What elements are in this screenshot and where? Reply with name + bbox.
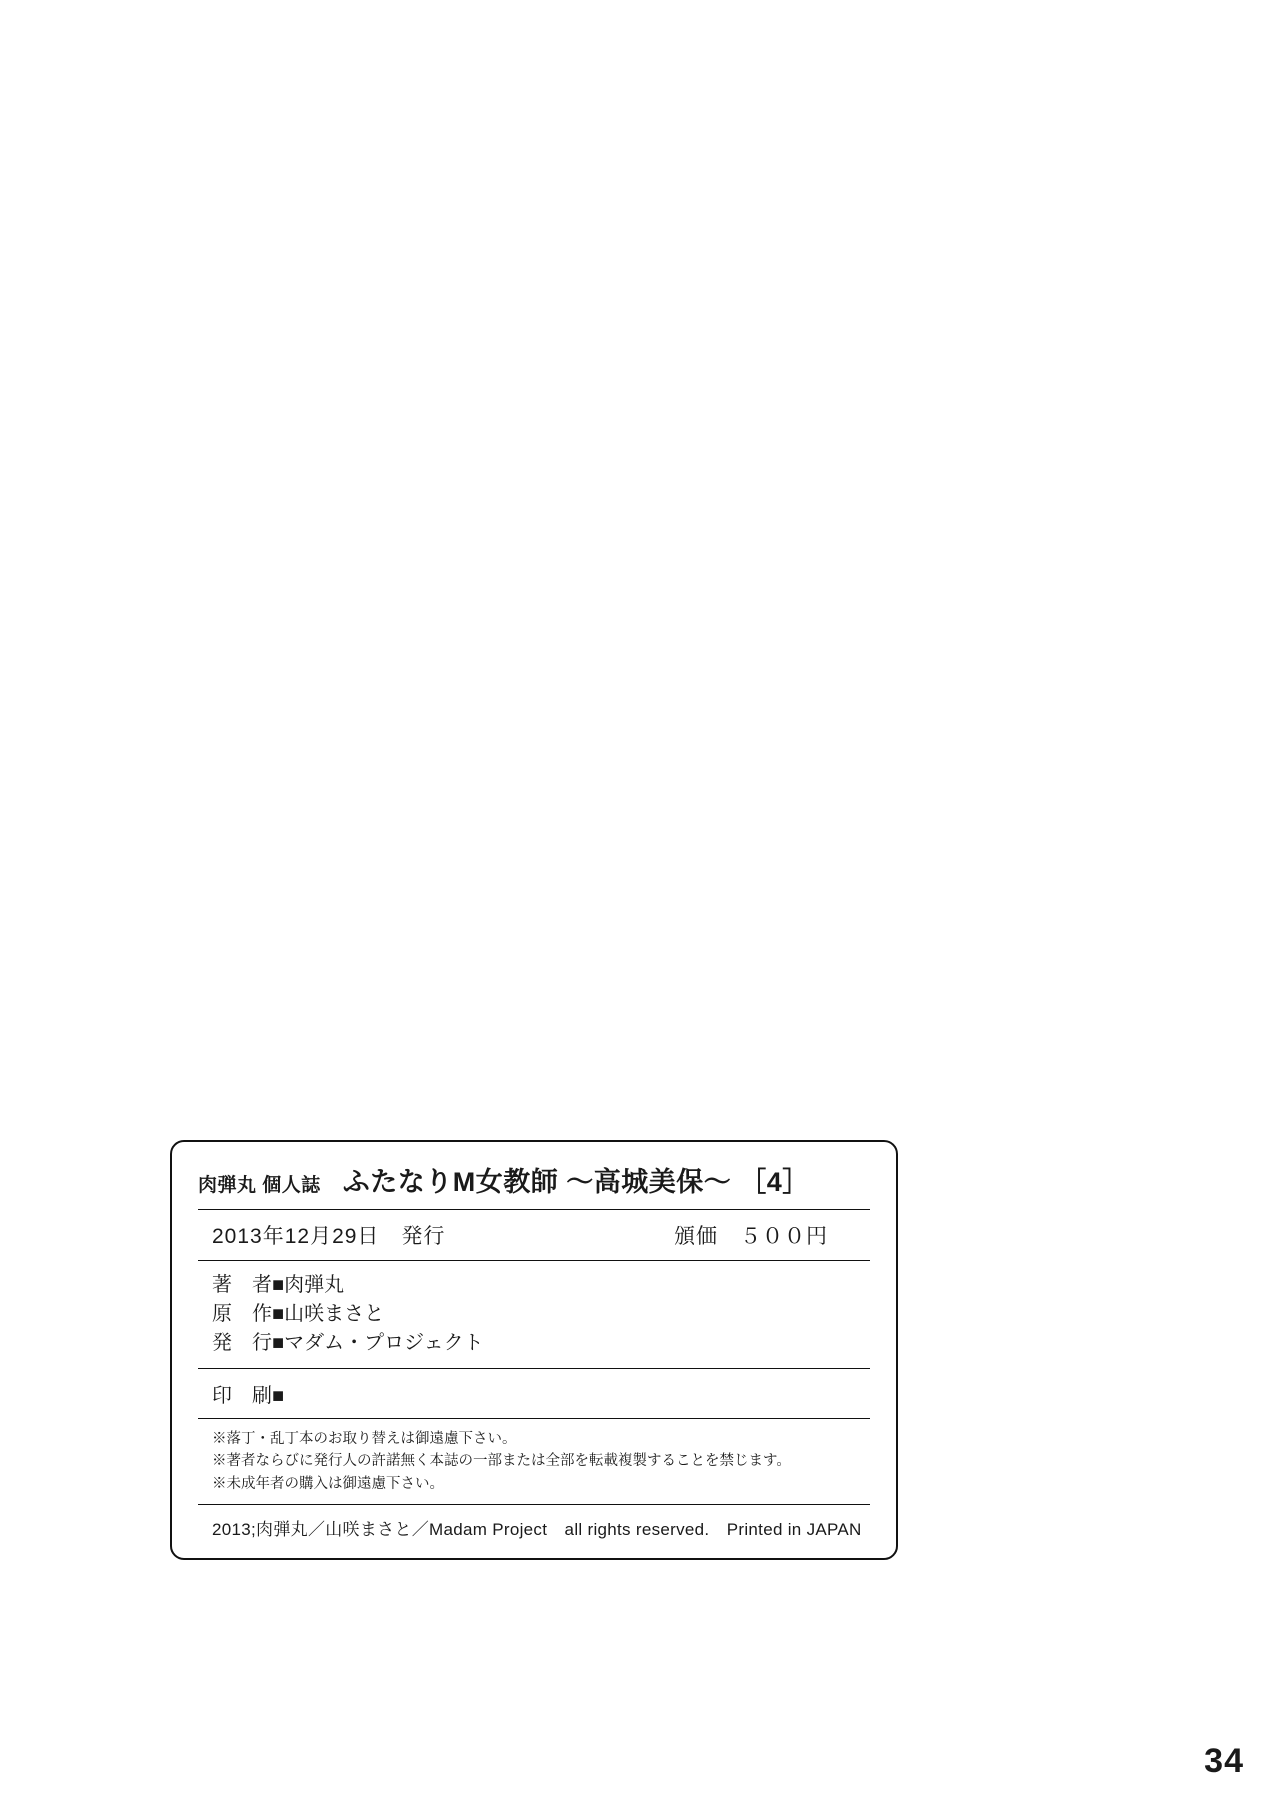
- colophon-printing-row: [198, 1369, 870, 1419]
- colophon-copyright-row: [198, 1505, 870, 1542]
- credit-original-work: 原 作■山咲まさと: [212, 1303, 385, 1325]
- printing-label: 印 刷■: [212, 1385, 285, 1407]
- title-prefix: 肉弾丸 個人誌: [198, 1175, 321, 1196]
- note-defective-copies: ※落丁・乱丁本のお取り替えは御遠慮下さい。: [212, 1431, 517, 1447]
- colophon-box: [170, 1140, 898, 1560]
- credit-publisher: 発 行■マダム・プロジェクト: [212, 1332, 484, 1354]
- colophon-title-row: [198, 1160, 870, 1210]
- colophon-date-row: [198, 1210, 870, 1261]
- colophon-notes-row: [198, 1419, 870, 1505]
- note-minors-restriction: ※未成年者の購入は御遠慮下さい。: [212, 1475, 444, 1492]
- publication-date: 2013年12月29日 発行: [212, 1225, 446, 1248]
- credit-author: 著 者■肉弾丸: [212, 1274, 345, 1296]
- copyright-notice: 2013;肉弾丸／山咲まさと／Madam Project all rights reserved. Printed in JAPAN: [212, 1520, 862, 1540]
- page-title: ふたなりM女教師 〜高城美保〜 ［4］: [342, 1167, 810, 1197]
- price: 頒価 ５００円: [674, 1225, 828, 1248]
- colophon-credits-row: [198, 1261, 870, 1369]
- page-number: 34: [1204, 1742, 1244, 1780]
- note-reproduction-prohibited: ※著者ならびに発行人の許諾無く本誌の一部または全部を転載複製することを禁じます。: [212, 1453, 791, 1470]
